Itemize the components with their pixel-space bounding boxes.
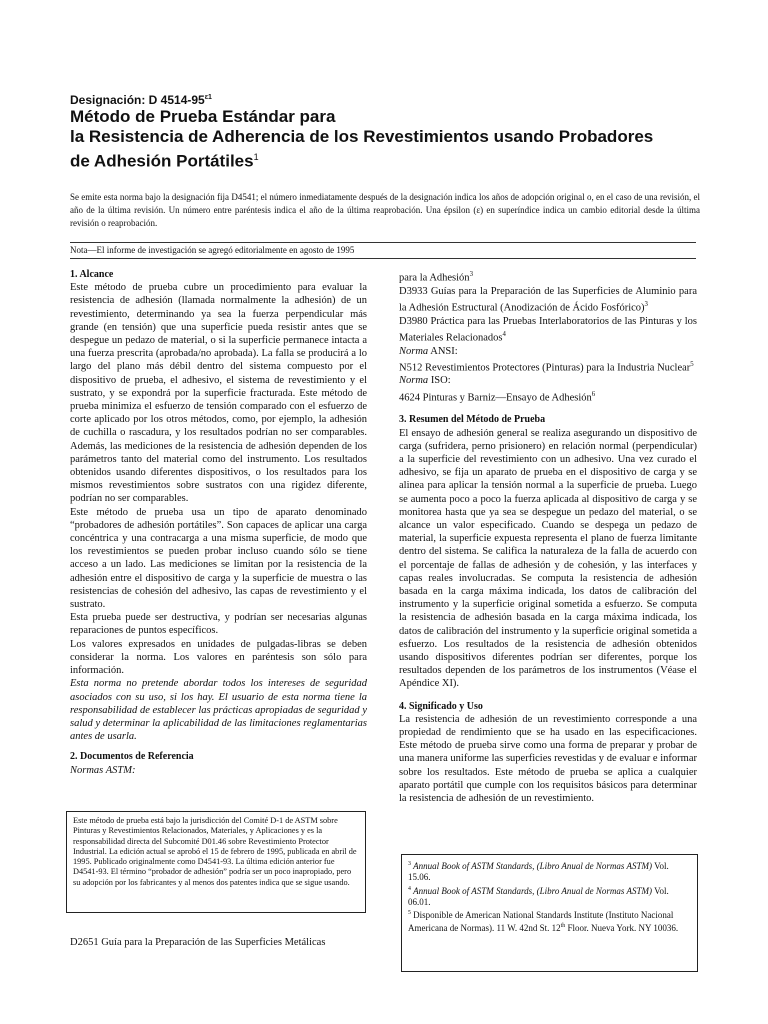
footnote-3 (408, 859, 691, 884)
footnote-number: 3 (408, 861, 411, 867)
footnote-5-text: Disponible de American National Standards Institute (Instituto Nacional Americana de Normas). 11 W. 42nd St. 12 (408, 910, 674, 934)
footnote-ref: 3 (644, 300, 648, 308)
iso-label: ISO: (428, 375, 451, 387)
reference-4624 (399, 388, 697, 405)
section-3-paragraph: El ensayo de adhesión general se realiza asegurando un dispositivo de carga (sufridera, perno prisionero) en relación normal (perpendicular) a la superficie del revestimiento con un adhesivo. Una vez curado el adhesivo, se fija un aparato de prueba en el dispositivo de carga y se alinea para aplicar la tensión normal a la superficie de prueba. Luego se aumenta poco a poco la fuerza aplicada al dispositivo de carga y se monitorea hasta que ya sea se despegue un pedazo del material, o se alcance un valor especificado. Cuando se despega un pedazo de material, la superficie expuesta representa el plano de fuerza limitante dentro del sistema. Se califica la naturaleza de la falla de acuerdo con el porcentaje de fallas de adhesión y de cohesión, y las interfaces y capas reales involucradas. Se computa la resistencia de adhesión basada en la carga máxima indicada, los datos de calibración del instrumento y la superficie original sometida a esfuerzo. Se computa la resistencia de adhesión basada en la carga máxima indicada, los datos de calibración del instrumento y la superficie original sometida a esfuerzo. Los resultados de la resistencia de adhesión obtenidos usando dispositivos diferentes podrían ser diferentes, porque los resultados dependen de los parámetros de los instrumentos (Véase el Apéndice XI). (399, 427, 697, 690)
astm-standards-label: Normas ASTM: (70, 764, 136, 776)
section-3-heading: 3. Resumen del Método de Prueba (399, 414, 546, 426)
footnote-4-volume: Vol. 06.01. (408, 885, 669, 907)
footnotes-box (401, 854, 698, 972)
reference-4624-text: 4624 Pinturas y Barniz—Ensayo de Adhesión (399, 392, 592, 404)
section-1-paragraph-1: Este método de prueba cubre un procedimiento para evaluar la resistencia de adhesión (llamada normalmente la adhesión) de un revestimiento, determinando ya sea la fuerza perpendicular más grande (en tensión) que una superficie pueda resistir antes que se despegue un pedazo de material, o si la superficie permanece intacta a una fuerza prescrita (aprobada/no aprobada). La falla se producirá a lo largo del plano más débil dentro del sistema compuesto por el dispositivo de prueba, el adhesivo, el sistema de revestimiento y el sustrato, y se expondrá por la superficie fracturada. Este método de prueba minimiza el esfuerzo de tensión comparado con el esfuerzo de corte aplicado por los otros métodos, como, por ejemplo, la adhesión de cuchilla o rascadura, y los resultados podrían no ser comparables. Además, las mediciones de la resistencia de adhesión dependen de los parámetros tanto del material como del instrumento. Los resultados obtenidos usando diferentes dispositivos, o los resultados para los mismos revestimientos sobre sustratos con una rigidez diferente, podrían no ser comparables. (70, 282, 367, 505)
footnote-box-jurisdiction: Este método de prueba está bajo la jurisdicción del Comité D-1 de ASTM sobre Pinturas y Revestimientos Relacionados, Materiales, y Aplicaciones y es la responsabilidad directa del Subcomité D01.46 sobre Revestimiento Protector Industrial. La edición actual se aprobó el 15 de febrero de 1995, publicada en abril de 1995. Publicado originalmente como D4541-93. La última edición anterior fue D4541-93. El término “probador de adhesión” podría ser un poco inapropiado, pero su adopción por los fabricantes y al menos dos patentes indica que se sigue usando. (66, 811, 366, 913)
designation-superscript: ε1 (204, 94, 212, 101)
footnote-3-volume: Vol. 15.06. (408, 861, 669, 883)
footnote-4-title: Annual Book of ASTM Standards, (Libro Anual de Normas ASTM) (413, 885, 653, 896)
ansi-standard-label (399, 345, 697, 358)
reference-n512-text: N512 Revestimientos Protectores (Pinturas) para la Industria Nuclear (399, 362, 691, 374)
ansi-label: ANSI: (428, 345, 458, 357)
reference-d3980 (399, 315, 697, 345)
section-1-paragraph-4: Los valores expresados en unidades de pulgadas-libras se deben considerar la norma. Los valores en paréntesis son sólo para información. (70, 638, 367, 677)
section-1-paragraph-3: Esta prueba puede ser destructiva, y podrían ser necesarias algunas reparaciones de puntos específicos. (70, 612, 367, 637)
footnote-ref: 5 (690, 360, 694, 368)
intro-paragraph: Se emite esta norma bajo la designación fija D4541; el número inmediatamente después de la designación indica los años de adopción original o, en el caso de una revisión, el año de la última revisión. Un número entre paréntesis indica el año de la última reaprobación. Una épsilon (ε) en superíndice indica un cambio editorial desde la última revisión o reaprobación. (70, 192, 700, 228)
designation-text: Designación: D 4514-95 (70, 93, 205, 107)
reference-n512 (399, 358, 697, 375)
footnote-ref: 3 (469, 271, 473, 278)
norma-label: Norma (399, 345, 429, 357)
reference-d3933 (399, 285, 697, 315)
section-2-heading: 2. Documentos de Referencia (70, 751, 194, 763)
reference-continuation (399, 268, 697, 285)
iso-standard-label (399, 374, 697, 387)
title-line-3-text: de Adhesión Portátiles (70, 151, 254, 171)
section-4-paragraph: La resistencia de adhesión de un revestimiento corresponde a una propiedad de rendimiento que se ha usado en las especificaciones. Este método de prueba sirve como una forma de preparar y probar de una manera uniforme las superficies revestidas y de evaluar e informar sobre los resultados. Este método de prueba se aplica a cualquier aparato portátil que cumple con los requisitos básicos para determinar la resistencia de adhesión de un revestimiento. (399, 713, 697, 805)
editorial-note: Nota—El informe de investigación se agregó editorialmente en agosto de 1995 (70, 242, 696, 259)
reference-continuation-text: para la Adhesión (399, 272, 470, 284)
document-title-line-1: Método de Prueba Estándar para (70, 107, 336, 126)
ordinal-suffix: th (560, 923, 566, 930)
reference-d3933-text: D3933 Guías para la Preparación de las Superficies de Aluminio para la Adhesión Estructural (Anodización de Ácido Fosfórico) (399, 285, 697, 314)
section-1-paragraph-2: Este método de prueba usa un tipo de aparato denominado “probadores de adhesión portátiles”. Son capaces de aplicar una carga concéntrica y una contracarga a una misma superficie, de modo que los revestimientos se pueden probar incluso cuando sólo se tiene acceso a un lado. Las mediciones se limitan por la resistencia de la adhesión entre el dispositivo de carga y la superficie de muestra o las resistencias de cohesión del adhesivo, las capas de revestimiento y el sustrato. (70, 506, 367, 611)
title-footnote-ref: 1 (253, 152, 259, 162)
section-4-heading: 4. Significado y Uso (399, 700, 483, 712)
section-1-heading: 1. Alcance (70, 269, 114, 280)
document-header (70, 93, 710, 172)
footnote-number: 4 (408, 885, 411, 892)
left-column (70, 268, 367, 777)
footnote-5-address: Floor. Nueva York. NY 10036. (565, 923, 679, 934)
footnote-3-title: Annual Book of ASTM Standards, (Libro Anual de Normas ASTM) (413, 861, 653, 871)
document-title-line-3 (70, 147, 710, 172)
norma-label: Norma (399, 375, 429, 387)
designation (70, 93, 710, 107)
safety-paragraph: Esta norma no pretende abordar todos los intereses de seguridad asociados con su uso, si los hay. El usuario de esta norma tiene la responsabilidad de establecer las prácticas apropiadas de seguridad y salud y determinar la aplicabilidad de las limitaciones reglamentarias antes de usarla. (70, 678, 367, 743)
footnote-4 (408, 884, 691, 909)
reference-d3980-text: D3980 Práctica para las Pruebas Interlaboratorios de las Pinturas y los Materiales Relacionados (399, 315, 697, 344)
footnote-5 (408, 908, 691, 935)
footnote-number: 5 (408, 910, 411, 917)
reference-d2651: D2651 Guía para la Preparación de las Superficies Metálicas (70, 937, 326, 948)
footnote-ref: 4 (502, 330, 506, 338)
document-title-line-2: la Resistencia de Adherencia de los Revestimientos usando Probadores (70, 127, 654, 146)
footnote-ref: 6 (591, 390, 596, 398)
right-column (399, 268, 697, 805)
